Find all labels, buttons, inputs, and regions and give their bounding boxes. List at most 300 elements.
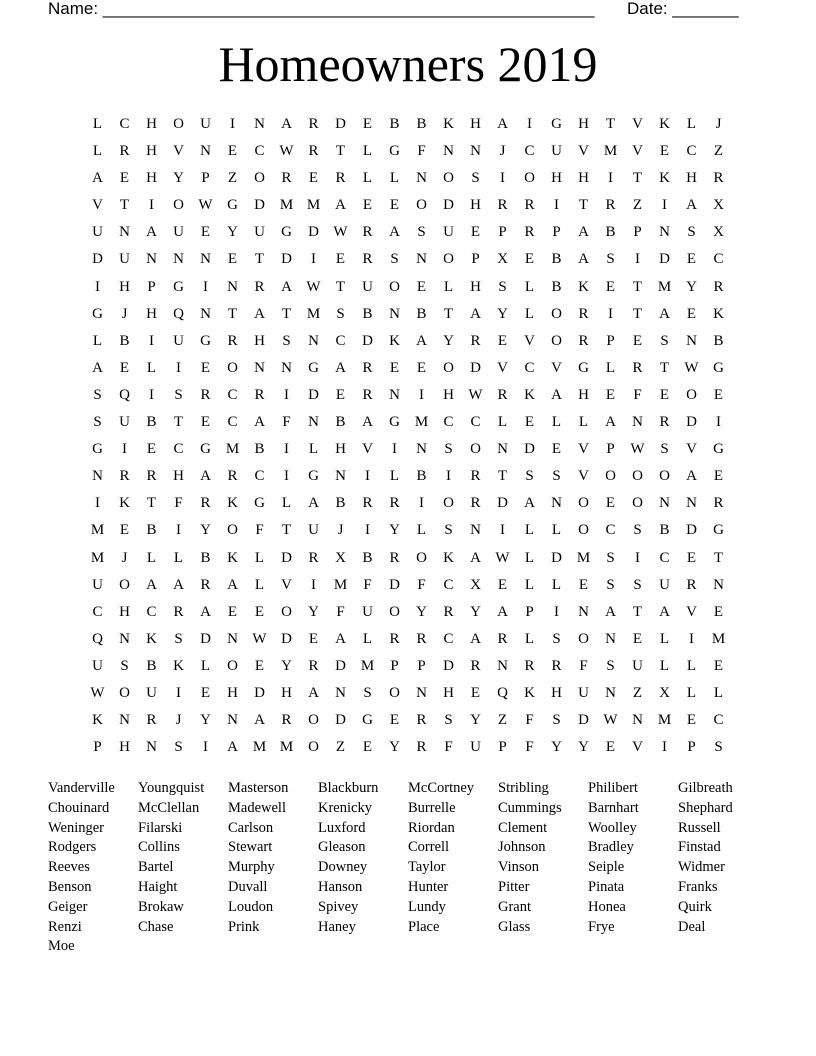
grid-letter: L: [524, 522, 535, 539]
grid-letter: E: [497, 332, 508, 349]
grid-letter: N: [443, 143, 454, 160]
grid-letter: I: [230, 116, 235, 132]
grid-letter: O: [281, 603, 292, 620]
grid-letter: G: [389, 414, 400, 431]
grid-letter: E: [119, 522, 130, 539]
grid-letter: S: [552, 468, 561, 485]
grid-letter: S: [606, 576, 615, 593]
grid-letter: R: [713, 495, 724, 512]
grid-letter: F: [525, 739, 534, 756]
grid-letter: H: [470, 278, 481, 295]
grid-letter: I: [662, 739, 667, 756]
grid-letter: N: [551, 495, 562, 512]
grid-letter: U: [200, 116, 211, 132]
grid-letter: Y: [470, 603, 481, 620]
grid-letter: M: [225, 441, 240, 458]
word-list-item: Gilbreath: [678, 780, 733, 796]
grid-letter: V: [551, 359, 562, 376]
grid-letter: M: [333, 576, 348, 593]
grid-letter: Z: [497, 712, 508, 729]
grid-letter: L: [551, 522, 562, 539]
word-list-item: Widmer: [678, 859, 725, 876]
grid-letter: P: [93, 739, 102, 756]
grid-letter: E: [470, 684, 481, 701]
grid-letter: D: [335, 657, 346, 674]
grid-row: [84, 138, 732, 165]
grid-letter: Y: [227, 224, 238, 241]
grid-letter: D: [470, 359, 481, 376]
grid-letter: M: [279, 739, 294, 756]
grid-letter: V: [632, 739, 643, 756]
grid-letter: K: [389, 332, 400, 349]
grid-letter: N: [632, 712, 643, 729]
grid-letter: E: [416, 359, 427, 376]
grid-letter: A: [686, 468, 697, 485]
grid-letter: U: [173, 332, 184, 349]
grid-letter: G: [227, 197, 238, 214]
grid-letter: D: [389, 576, 400, 593]
word-list-item: Taylor: [408, 859, 446, 876]
grid-letter: Y: [200, 522, 211, 539]
grid-letter: S: [390, 251, 399, 268]
word-list-item: Prink: [228, 918, 260, 935]
grid-letter: S: [93, 414, 102, 431]
grid-letter: W: [252, 630, 267, 647]
grid-letter: F: [255, 522, 264, 539]
grid-letter: L: [686, 657, 697, 674]
word-list-item: Geiger: [48, 898, 88, 915]
grid-letter: F: [282, 414, 291, 431]
word-list-item: Philibert: [588, 780, 638, 796]
grid-letter: S: [525, 468, 534, 485]
grid-letter: E: [200, 224, 211, 241]
grid-letter: F: [336, 603, 345, 620]
grid-letter: T: [281, 522, 292, 539]
grid-letter: H: [578, 116, 589, 132]
grid-letter: A: [227, 576, 238, 593]
grid-letter: S: [174, 630, 183, 647]
grid-letter: H: [254, 332, 265, 349]
grid-letter: B: [335, 414, 346, 431]
grid-letter: B: [362, 305, 373, 322]
grid-row: [84, 165, 732, 192]
grid-letter: A: [578, 251, 589, 268]
grid-letter: G: [551, 116, 562, 132]
grid-letter: H: [470, 116, 481, 132]
grid-letter: O: [632, 495, 643, 512]
grid-letter: R: [713, 278, 724, 295]
grid-letter: R: [281, 170, 292, 187]
grid-letter: C: [443, 414, 454, 431]
grid-letter: K: [119, 495, 130, 512]
grid-letter: H: [551, 170, 562, 187]
grid-letter: L: [281, 495, 292, 512]
word-list-item: Finstad: [678, 839, 721, 856]
grid-letter: F: [174, 495, 183, 512]
word-list-column: [678, 779, 768, 957]
word-list-item: Collins: [138, 839, 180, 856]
grid-letter: H: [686, 170, 697, 187]
grid-letter: G: [281, 224, 292, 241]
grid-letter: N: [632, 414, 643, 431]
grid-letter: N: [497, 657, 508, 674]
grid-letter: K: [227, 495, 238, 512]
grid-letter: D: [497, 495, 508, 512]
grid-letter: C: [605, 522, 616, 539]
grid-letter: B: [119, 332, 130, 349]
grid-letter: W: [603, 712, 618, 729]
grid-letter: A: [470, 305, 481, 322]
grid-letter: R: [416, 630, 427, 647]
grid-letter: O: [227, 522, 238, 539]
grid-letter: N: [416, 684, 427, 701]
grid-letter: S: [606, 657, 615, 674]
grid-letter: T: [578, 197, 589, 214]
grid-letter: B: [146, 414, 157, 431]
grid-row: [84, 599, 732, 626]
word-list-item: Murphy: [228, 859, 275, 876]
grid-letter: M: [657, 712, 672, 729]
grid-letter: U: [470, 739, 481, 756]
grid-letter: X: [659, 684, 670, 701]
grid-letter: N: [119, 224, 130, 241]
grid-letter: B: [713, 332, 724, 349]
grid-letter: P: [201, 170, 210, 187]
grid-letter: B: [200, 549, 211, 566]
grid-letter: N: [254, 116, 265, 132]
grid-letter: B: [416, 305, 427, 322]
grid-letter: E: [146, 441, 157, 458]
grid-letter: S: [417, 224, 426, 241]
grid-letter: A: [173, 576, 184, 593]
grid-letter: R: [308, 116, 319, 132]
grid-letter: A: [470, 630, 481, 647]
word-list-item: Filarski: [138, 819, 183, 836]
name-field-label: Name: ____________________________________________________: [48, 0, 595, 18]
grid-letter: R: [281, 712, 292, 729]
word-list-item: Woolley: [588, 819, 637, 836]
grid-letter: U: [632, 657, 643, 674]
grid-letter: O: [443, 359, 454, 376]
grid-letter: U: [362, 278, 373, 295]
grid-letter: E: [119, 359, 130, 376]
grid-letter: E: [389, 712, 400, 729]
grid-letter: F: [363, 576, 372, 593]
grid-row: [84, 355, 732, 382]
word-list-item: Bradley: [588, 839, 634, 856]
grid-letter: E: [200, 414, 211, 431]
grid-letter: C: [443, 630, 454, 647]
grid-letter: G: [308, 468, 319, 485]
grid-letter: U: [92, 576, 103, 593]
grid-letter: N: [389, 386, 400, 403]
grid-letter: C: [686, 143, 697, 160]
grid-letter: H: [173, 468, 184, 485]
grid-letter: X: [497, 251, 508, 268]
grid-letter: K: [92, 712, 103, 729]
grid-letter: I: [554, 197, 559, 214]
grid-letter: C: [119, 116, 130, 132]
grid-letter: I: [284, 441, 289, 458]
grid-letter: O: [578, 522, 589, 539]
grid-letter: E: [200, 359, 211, 376]
grid-letter: O: [605, 468, 616, 485]
grid-letter: R: [254, 386, 265, 403]
grid-letter: G: [308, 359, 319, 376]
grid-letter: W: [90, 684, 105, 701]
grid-row: [84, 436, 732, 463]
grid-letter: A: [497, 603, 508, 620]
grid-letter: R: [443, 603, 454, 620]
grid-letter: O: [173, 197, 184, 214]
grid-letter: H: [119, 603, 130, 620]
grid-letter: R: [254, 278, 265, 295]
grid-letter: H: [578, 386, 589, 403]
grid-letter: A: [659, 603, 670, 620]
grid-letter: X: [713, 224, 724, 241]
word-list-item: Stribling: [498, 780, 549, 796]
grid-letter: B: [335, 495, 346, 512]
grid-letter: Q: [92, 630, 103, 647]
grid-letter: R: [362, 386, 373, 403]
grid-letter: T: [281, 305, 292, 322]
grid-letter: U: [659, 576, 670, 593]
grid-row: [84, 274, 732, 301]
grid-letter: U: [443, 224, 454, 241]
grid-letter: N: [200, 143, 211, 160]
page-title: Homeowners 2019: [218, 36, 598, 92]
grid-letter: F: [633, 386, 642, 403]
grid-letter: M: [711, 630, 726, 647]
grid-letter: S: [606, 549, 615, 566]
grid-letter: A: [470, 549, 481, 566]
grid-row: [84, 734, 732, 761]
grid-letter: F: [525, 712, 534, 729]
grid-letter: V: [578, 468, 589, 485]
grid-letter: O: [659, 468, 670, 485]
grid-letter: O: [119, 576, 130, 593]
grid-letter: R: [578, 332, 589, 349]
grid-letter: I: [311, 251, 316, 268]
grid-row: [84, 626, 732, 653]
word-list-item: Duvall: [228, 878, 268, 895]
word-list-item: Gleason: [318, 839, 366, 856]
grid-letter: C: [254, 143, 265, 160]
grid-letter: I: [203, 278, 208, 295]
grid-letter: E: [362, 197, 373, 214]
grid-letter: G: [362, 712, 373, 729]
grid-letter: M: [306, 197, 321, 214]
grid-letter: F: [444, 739, 453, 756]
grid-letter: B: [362, 549, 373, 566]
grid-letter: B: [416, 468, 427, 485]
grid-letter: E: [713, 386, 724, 403]
word-search-grid: [84, 111, 732, 761]
grid-letter: L: [173, 549, 184, 566]
grid-letter: R: [686, 576, 697, 593]
grid-letter: R: [389, 630, 400, 647]
word-list-item: Franks: [678, 878, 718, 895]
grid-letter: I: [419, 386, 424, 403]
grid-letter: P: [633, 224, 642, 241]
word-list-column: [138, 779, 228, 957]
grid-letter: V: [281, 576, 292, 593]
grid-letter: U: [578, 684, 589, 701]
grid-letter: G: [200, 332, 211, 349]
grid-letter: I: [527, 116, 532, 132]
grid-letter: T: [335, 278, 346, 295]
grid-letter: H: [146, 305, 157, 322]
grid-letter: P: [471, 251, 480, 268]
grid-letter: H: [335, 441, 346, 458]
grid-letter: A: [254, 712, 265, 729]
grid-letter: R: [335, 170, 346, 187]
grid-letter: Y: [497, 305, 508, 322]
word-list-item: Loudon: [228, 898, 274, 915]
grid-letter: S: [498, 278, 507, 295]
word-list-item: Johnson: [498, 839, 546, 856]
grid-letter: Z: [632, 684, 643, 701]
grid-letter: R: [362, 251, 373, 268]
grid-letter: T: [119, 197, 130, 214]
grid-letter: S: [444, 522, 453, 539]
grid-letter: H: [146, 170, 157, 187]
grid-letter: S: [336, 305, 345, 322]
grid-letter: E: [632, 332, 643, 349]
grid-letter: R: [713, 170, 724, 187]
grid-letter: B: [146, 657, 157, 674]
grid-letter: T: [632, 305, 643, 322]
grid-letter: Y: [200, 712, 211, 729]
word-list-item: Hunter: [408, 878, 449, 895]
grid-letter: J: [121, 549, 128, 566]
grid-letter: I: [608, 305, 613, 322]
grid-letter: S: [660, 441, 669, 458]
grid-letter: S: [120, 657, 129, 674]
grid-letter: N: [146, 251, 157, 268]
grid-letter: V: [362, 441, 373, 458]
grid-letter: C: [713, 712, 724, 729]
grid-letter: A: [146, 224, 157, 241]
grid-letter: M: [576, 549, 591, 566]
grid-letter: P: [390, 657, 399, 674]
grid-letter: N: [713, 576, 724, 593]
grid-letter: R: [524, 197, 535, 214]
word-list-column: [588, 779, 678, 957]
grid-letter: N: [416, 251, 427, 268]
grid-letter: A: [254, 414, 265, 431]
grid-letter: E: [227, 251, 238, 268]
grid-letter: G: [200, 441, 211, 458]
grid-letter: U: [551, 143, 562, 160]
grid-letter: I: [392, 441, 397, 458]
grid-letter: J: [337, 522, 344, 539]
word-list-item: Carlson: [228, 819, 274, 836]
grid-letter: G: [254, 495, 265, 512]
grid-letter: T: [443, 305, 454, 322]
grid-letter: H: [578, 170, 589, 187]
grid-letter: K: [443, 549, 454, 566]
grid-letter: E: [362, 116, 373, 132]
grid-letter: A: [281, 278, 292, 295]
word-list-item: Riordan: [408, 819, 455, 836]
grid-letter: G: [389, 143, 400, 160]
grid-letter: E: [713, 468, 724, 485]
grid-letter: H: [281, 684, 292, 701]
word-list-item: Masterson: [228, 780, 289, 796]
grid-letter: T: [632, 170, 643, 187]
grid-letter: I: [95, 495, 100, 512]
grid-letter: D: [308, 224, 319, 241]
grid-row: [84, 572, 732, 599]
grid-letter: O: [578, 630, 589, 647]
grid-letter: S: [174, 386, 183, 403]
grid-letter: R: [470, 495, 481, 512]
grid-letter: R: [497, 197, 508, 214]
grid-letter: E: [524, 251, 535, 268]
grid-letter: K: [227, 549, 238, 566]
grid-letter: L: [308, 441, 319, 458]
grid-letter: O: [254, 170, 265, 187]
grid-letter: M: [90, 522, 105, 539]
word-list-item: Chase: [138, 918, 174, 935]
grid-letter: S: [93, 386, 102, 403]
grid-letter: N: [227, 712, 238, 729]
grid-letter: Y: [443, 332, 454, 349]
grid-letter: U: [362, 603, 373, 620]
grid-letter: C: [443, 576, 454, 593]
grid-letter: Y: [470, 712, 481, 729]
grid-letter: R: [389, 549, 400, 566]
grid-letter: I: [608, 170, 613, 187]
grid-letter: C: [524, 359, 535, 376]
word-list-item: Luxford: [318, 819, 366, 836]
grid-letter: D: [551, 549, 562, 566]
grid-letter: Z: [335, 739, 346, 756]
word-list-item: Shephard: [678, 799, 733, 816]
grid-letter: J: [121, 305, 128, 322]
grid-letter: H: [551, 684, 562, 701]
grid-letter: N: [335, 468, 346, 485]
grid-letter: A: [92, 170, 103, 187]
grid-letter: L: [92, 332, 103, 349]
grid-letter: D: [686, 522, 697, 539]
grid-letter: E: [605, 386, 616, 403]
grid-letter: U: [92, 657, 103, 674]
grid-letter: P: [147, 278, 156, 295]
grid-letter: I: [149, 197, 154, 214]
grid-row: [84, 463, 732, 490]
grid-letter: V: [173, 143, 184, 160]
grid-letter: C: [92, 603, 103, 620]
word-list-item: Russell: [678, 819, 721, 836]
grid-letter: O: [227, 657, 238, 674]
word-list-item: Blackburn: [318, 780, 379, 796]
grid-letter: A: [92, 359, 103, 376]
grid-letter: E: [713, 603, 724, 620]
grid-letter: V: [686, 441, 697, 458]
grid-letter: N: [254, 359, 265, 376]
grid-letter: I: [365, 468, 370, 485]
grid-letter: Y: [416, 603, 427, 620]
grid-letter: U: [254, 224, 265, 241]
grid-letter: E: [389, 359, 400, 376]
grid-row: [84, 517, 732, 544]
grid-letter: I: [446, 468, 451, 485]
grid-letter: N: [578, 603, 589, 620]
grid-letter: S: [687, 224, 696, 241]
word-list-item: Quirk: [678, 898, 712, 915]
